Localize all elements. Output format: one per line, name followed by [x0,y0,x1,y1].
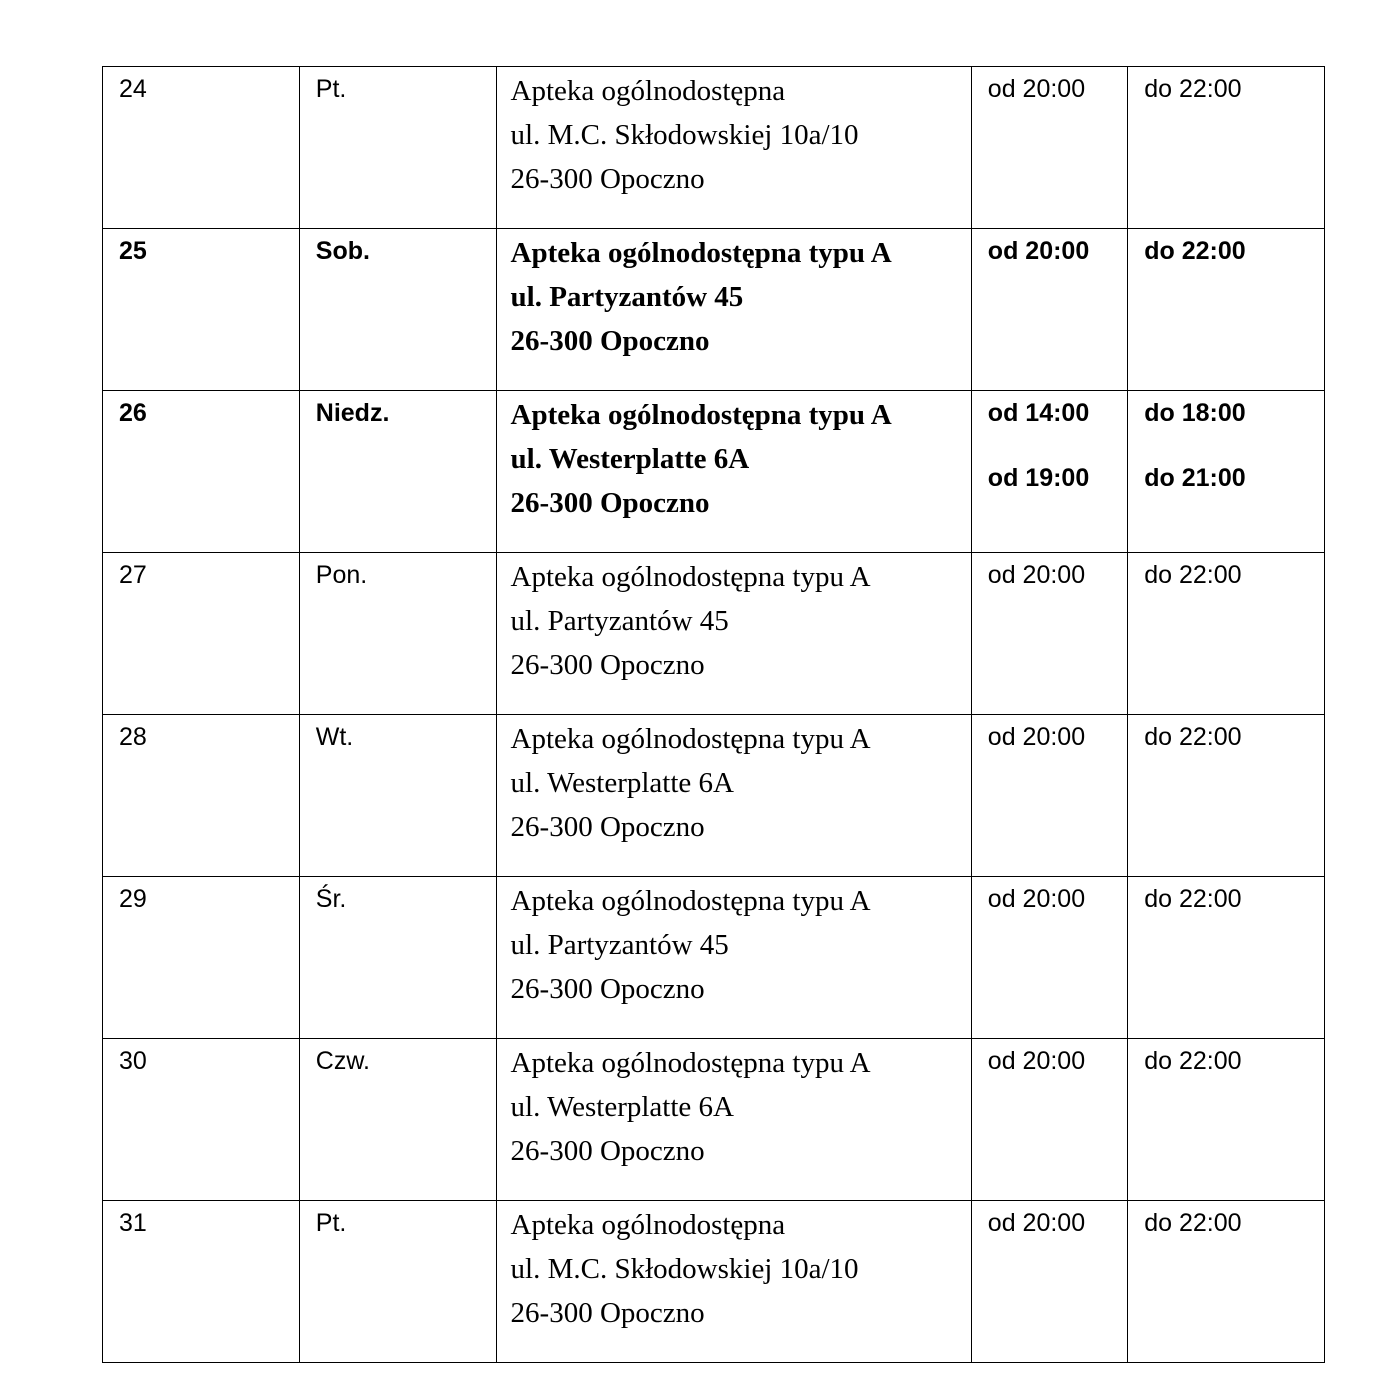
open-from-cell [971,715,1127,877]
weekday-cell [299,391,496,553]
open-from-time: od 20:00 [987,723,1086,751]
day-cell [103,1039,300,1201]
weekday: Czw. [315,1047,370,1075]
open-until-time: do 22:00 [1144,1209,1242,1237]
address-cell [496,67,971,229]
pharmacy-name: Apteka ogólnodostępna typu A [510,723,871,755]
pharmacy-name: Apteka ogólnodostępna typu A [510,561,871,593]
day-cell [103,391,300,553]
pharmacy-name: Apteka ogólnodostępna typu A [510,885,871,917]
pharmacy-name: Apteka ogólnodostępna typu A [510,1047,871,1079]
address-cell [496,715,971,877]
street-address: ul. Partyzantów 45 [510,281,744,313]
street-address: ul. Westerplatte 6A [510,767,734,799]
weekday-cell [299,877,496,1039]
day-cell [103,553,300,715]
day-number: 30 [119,1047,147,1075]
table-row [103,391,1325,553]
open-from-cell [971,229,1127,391]
weekday-cell [299,553,496,715]
open-from-cell [971,877,1127,1039]
address-cell [496,1039,971,1201]
table-row [103,715,1325,877]
table-row [103,1039,1325,1201]
street-address: ul. Westerplatte 6A [510,1091,734,1123]
day-cell [103,1201,300,1363]
open-until-time: do 22:00 [1144,75,1242,103]
open-until-time: do 18:00 [1144,399,1246,427]
table-row [103,877,1325,1039]
street-address: ul. Partyzantów 45 [510,605,729,637]
open-from-time: od 14:00 [987,399,1090,427]
pharmacy-name: Apteka ogólnodostępna typu A [510,237,892,269]
postal-city: 26-300 Opoczno [510,487,710,519]
open-until-time: do 22:00 [1144,723,1242,751]
street-address: ul. Partyzantów 45 [510,929,729,961]
postal-city: 26-300 Opoczno [510,1297,705,1329]
open-from-cell [971,67,1127,229]
open-from-time: od 20:00 [987,885,1086,913]
weekday-cell [299,229,496,391]
weekday-cell [299,715,496,877]
open-from-time: od 19:00 [987,464,1090,492]
schedule-table [102,66,1325,1363]
postal-city: 26-300 Opoczno [510,811,705,843]
weekday: Pon. [315,561,368,589]
weekday: Niedz. [315,399,390,427]
open-from-cell [971,553,1127,715]
pharmacy-name: Apteka ogólnodostępna [510,1209,786,1241]
weekday: Pt. [315,75,347,103]
day-number: 24 [119,75,147,103]
street-address: ul. Westerplatte 6A [510,443,750,475]
open-until-time: do 21:00 [1144,464,1246,492]
weekday: Pt. [315,1209,347,1237]
open-until-time: do 22:00 [1144,1047,1242,1075]
open-until-time: do 22:00 [1144,237,1246,265]
open-until-cell [1128,67,1325,229]
table-row [103,67,1325,229]
pharmacy-name: Apteka ogólnodostępna typu A [510,399,892,431]
address-cell [496,553,971,715]
postal-city: 26-300 Opoczno [510,1135,705,1167]
open-until-cell [1128,553,1325,715]
day-cell [103,877,300,1039]
postal-city: 26-300 Opoczno [510,325,710,357]
day-number: 29 [119,885,147,913]
day-number: 26 [119,399,147,427]
day-number: 28 [119,723,147,751]
open-from-cell [971,1201,1127,1363]
open-from-cell [971,391,1127,553]
open-until-cell [1128,877,1325,1039]
open-from-time: od 20:00 [987,561,1086,589]
address-cell [496,391,971,553]
open-from-time: od 20:00 [987,75,1086,103]
address-cell [496,229,971,391]
postal-city: 26-300 Opoczno [510,163,705,195]
postal-city: 26-300 Opoczno [510,973,705,1005]
day-cell [103,715,300,877]
day-number: 27 [119,561,147,589]
weekday: Wt. [315,723,354,751]
open-from-cell [971,1039,1127,1201]
day-number: 25 [119,237,147,265]
open-from-time: od 20:00 [987,1209,1086,1237]
open-until-cell [1128,1201,1325,1363]
open-from-time: od 20:00 [987,1047,1086,1075]
open-until-cell [1128,229,1325,391]
pharmacy-duty-schedule [102,66,1325,1363]
weekday-cell [299,1039,496,1201]
open-until-time: do 22:00 [1144,561,1242,589]
open-until-cell [1128,1039,1325,1201]
weekday: Śr. [315,885,347,913]
table-row [103,553,1325,715]
table-row [103,1201,1325,1363]
table-row [103,229,1325,391]
day-number: 31 [119,1209,147,1237]
postal-city: 26-300 Opoczno [510,649,705,681]
weekday-cell [299,67,496,229]
day-cell [103,229,300,391]
weekday-cell [299,1201,496,1363]
pharmacy-name: Apteka ogólnodostępna [510,75,786,107]
address-cell [496,877,971,1039]
address-cell [496,1201,971,1363]
street-address: ul. M.C. Skłodowskiej 10a/10 [510,119,859,151]
open-until-cell [1128,391,1325,553]
open-until-cell [1128,715,1325,877]
street-address: ul. M.C. Skłodowskiej 10a/10 [510,1253,859,1285]
open-from-time: od 20:00 [987,237,1090,265]
open-until-time: do 22:00 [1144,885,1242,913]
weekday: Sob. [315,237,370,265]
day-cell [103,67,300,229]
